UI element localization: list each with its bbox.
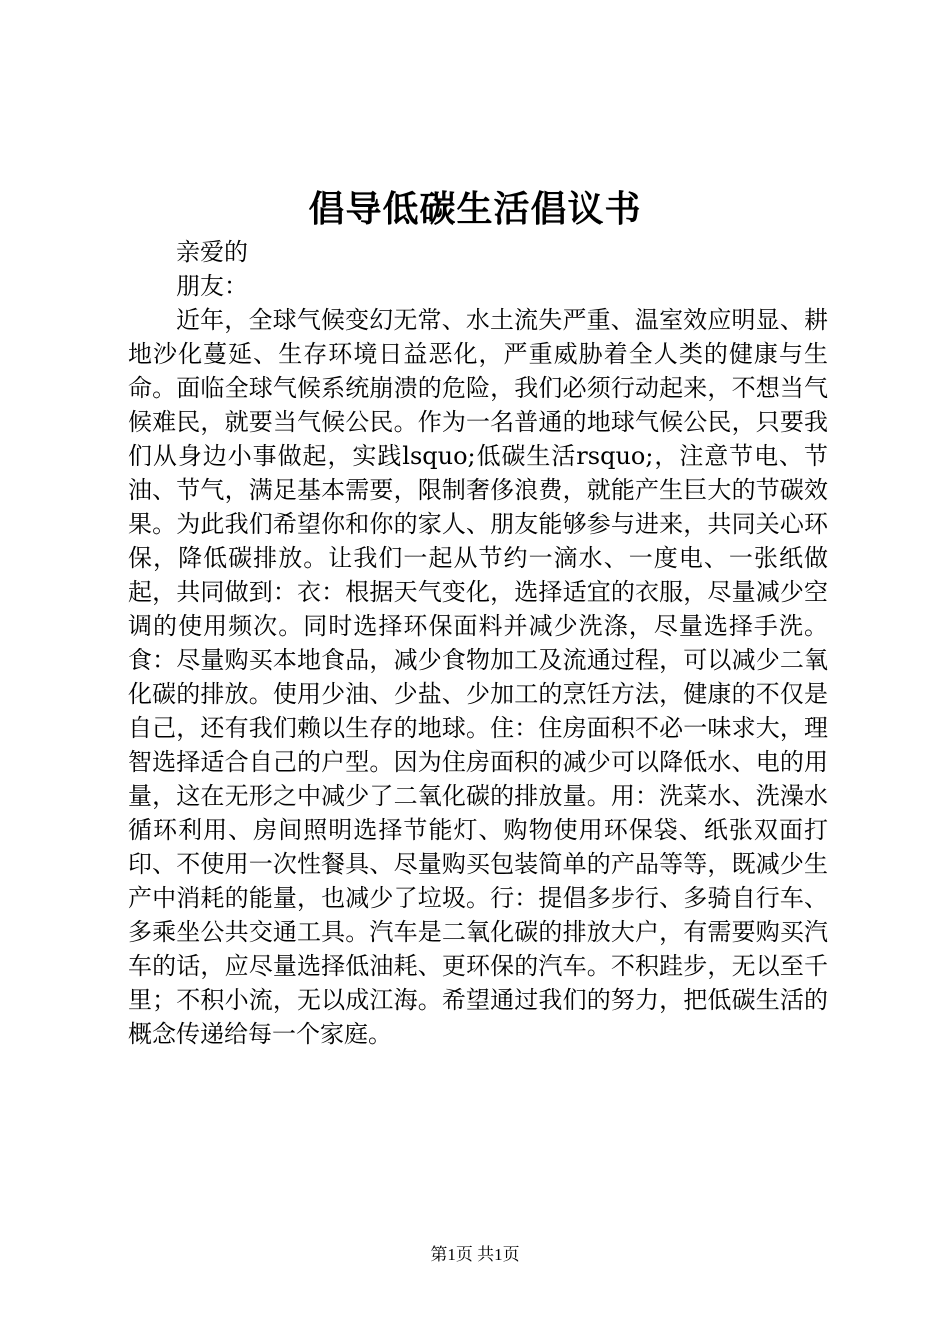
page-footer: 第1页 共1页 bbox=[430, 1245, 520, 1264]
document-title: 倡导低碳生活倡议书 bbox=[308, 189, 642, 230]
body-paragraph: 近年，全球气候变幻无常、水土流失严重、温室效应明显、耕地沙化蔓延、生存环境日益恶化，严重威胁着全人类的健康与生命。面临全球气候系统崩溃的危险，我们必须行动起来，不想当气候难民，就要当气候公民。作为一名普通的地球气候公民，只要我们从身边小事做起，实践lsquo;低碳生活rsquo;，注意节电、节油、节气，满足基本需要，限制奢侈浪费，就能产生巨大的节碳效果。为此我们希望你和你的家人、朋友能够参与进来，共同关心环保，降低碳排放。让我们一起从节约一滴水、一度电、一张纸做起，共同做到：衣：根据天气变化，选择适宜的衣服，尽量减少空调的使用频次。同时选择环保面料并减少洗涤，尽量选择手洗。食：尽量购买本地食品，减少食物加工及流通过程，可以减少二氧化碳的排放。使用少油、少盐、少加工的烹饪方法，健康的不仅是自己，还有我们赖以生存的地球。住：住房面积不必一味求大，理智选择适合自己的户型。因为住房面积的减少可以降低水、电的用量，这在无形之中减少了二氧化碳的排放量。用：洗菜水、洗澡水循环利用、房间照明选择节能灯、购物使用环保袋、纸张双面打印、不使用一次性餐具、尽量购买包装简单的产品等等，既减少生产中消耗的能量，也减少了垃圾。行：提倡多步行、多骑自行车、多乘坐公共交通工具。汽车是二氧化碳的排放大户，有需要购买汽车的话，应尽量选择低油耗、更环保的汽车。不积跬步，无以至千里；不积小流，无以成江海。希望通过我们的努力，把低碳生活的概念传递给每一个家庭。 bbox=[128, 306, 828, 1048]
document-body bbox=[128, 235, 828, 1051]
greeting-line-2: 朋友： bbox=[176, 272, 248, 300]
greeting-line-1: 亲爱的 bbox=[176, 238, 248, 266]
